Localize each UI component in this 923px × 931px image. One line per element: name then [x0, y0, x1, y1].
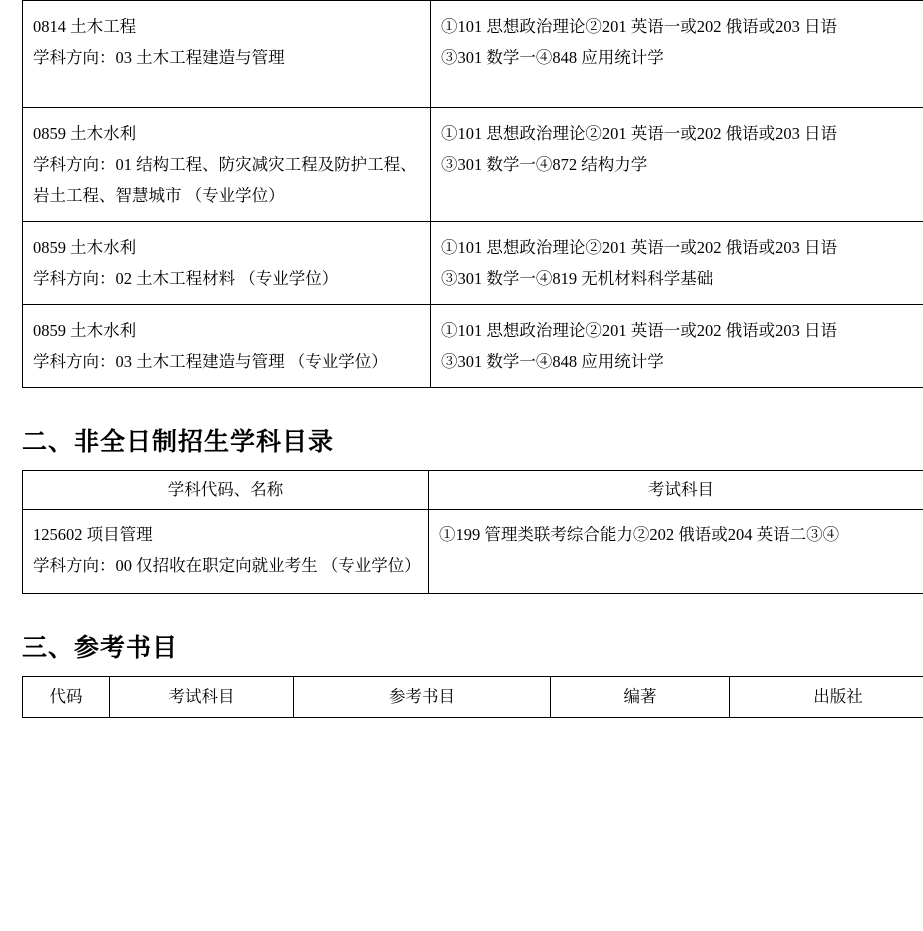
exam-subjects-cell — [431, 222, 923, 305]
major-code-name: 0859 土木水利 — [33, 238, 137, 257]
exam-subjects-cell — [431, 305, 923, 388]
table-header-row — [23, 471, 923, 510]
exam-subjects-cell — [429, 510, 923, 594]
major-direction: 学科方向：01 结构工程、防灾减灾工程及防护工程、岩土工程、智慧城市 （专业学位） — [33, 155, 417, 205]
major-code-name: 0814 土木工程 — [33, 17, 137, 36]
table-row — [23, 222, 923, 305]
header-exam-subjects: 考试科目 — [429, 471, 923, 510]
major-direction: 学科方向：00 仅招收在职定向就业考生 （专业学位） — [33, 556, 421, 575]
header-publisher: 出版社 — [730, 677, 923, 718]
major-code-name: 0859 土木水利 — [33, 321, 137, 340]
table-row — [23, 510, 923, 594]
major-direction: 学科方向：02 土木工程材料 （专业学位） — [33, 269, 339, 288]
header-exam-subject: 考试科目 — [110, 677, 294, 718]
header-major-code-name: 学科代码、名称 — [23, 471, 429, 510]
major-code-name-cell — [23, 1, 431, 108]
table-header-row — [23, 677, 923, 718]
exam-subjects-cell — [431, 108, 923, 222]
exam-subjects-line-2: ③301 数学一④872 结构力学 — [441, 155, 648, 174]
table-row — [23, 1, 923, 108]
exam-subjects-line-1: ①101 思想政治理论②201 英语一或202 俄语或203 日语 — [441, 124, 837, 143]
header-author: 编著 — [551, 677, 730, 718]
table-row — [23, 108, 923, 222]
exam-subjects-line-1: ①101 思想政治理论②201 英语一或202 俄语或203 日语 — [441, 238, 837, 257]
books-table-wrap — [22, 676, 901, 718]
header-reference-book: 参考书目 — [294, 677, 551, 718]
major-direction: 学科方向：03 土木工程建造与管理 — [33, 48, 285, 67]
exam-subjects-cell — [431, 1, 923, 108]
major-direction: 学科方向：03 土木工程建造与管理 （专业学位） — [33, 352, 388, 371]
major-code-name-cell — [23, 305, 431, 388]
header-code: 代码 — [23, 677, 110, 718]
exam-subjects-line-1: ①101 思想政治理论②201 英语一或202 俄语或203 日语 — [441, 17, 837, 36]
books-table — [22, 676, 923, 718]
exam-subjects-line-2: ③301 数学一④819 无机材料科学基础 — [441, 269, 714, 288]
section-title-books: 三、参考书目 — [22, 633, 179, 662]
major-code-name-cell — [23, 510, 429, 594]
major-code-name: 125602 项目管理 — [33, 525, 153, 544]
section-title-parttime: 二、非全日制招生学科目录 — [22, 427, 335, 456]
exam-subjects-line-1: ①199 管理类联考综合能力②202 俄语或204 英语二③④ — [439, 525, 840, 544]
major-code-name-cell — [23, 108, 431, 222]
parttime-table-wrap — [22, 470, 901, 594]
parttime-table — [22, 470, 923, 594]
majors-table — [22, 0, 923, 388]
majors-table-wrap — [22, 0, 901, 388]
table-row — [23, 305, 923, 388]
major-code-name: 0859 土木水利 — [33, 124, 137, 143]
major-code-name-cell — [23, 222, 431, 305]
exam-subjects-line-2: ③301 数学一④848 应用统计学 — [441, 48, 664, 67]
exam-subjects-line-2: ③301 数学一④848 应用统计学 — [441, 352, 664, 371]
exam-subjects-line-1: ①101 思想政治理论②201 英语一或202 俄语或203 日语 — [441, 321, 837, 340]
